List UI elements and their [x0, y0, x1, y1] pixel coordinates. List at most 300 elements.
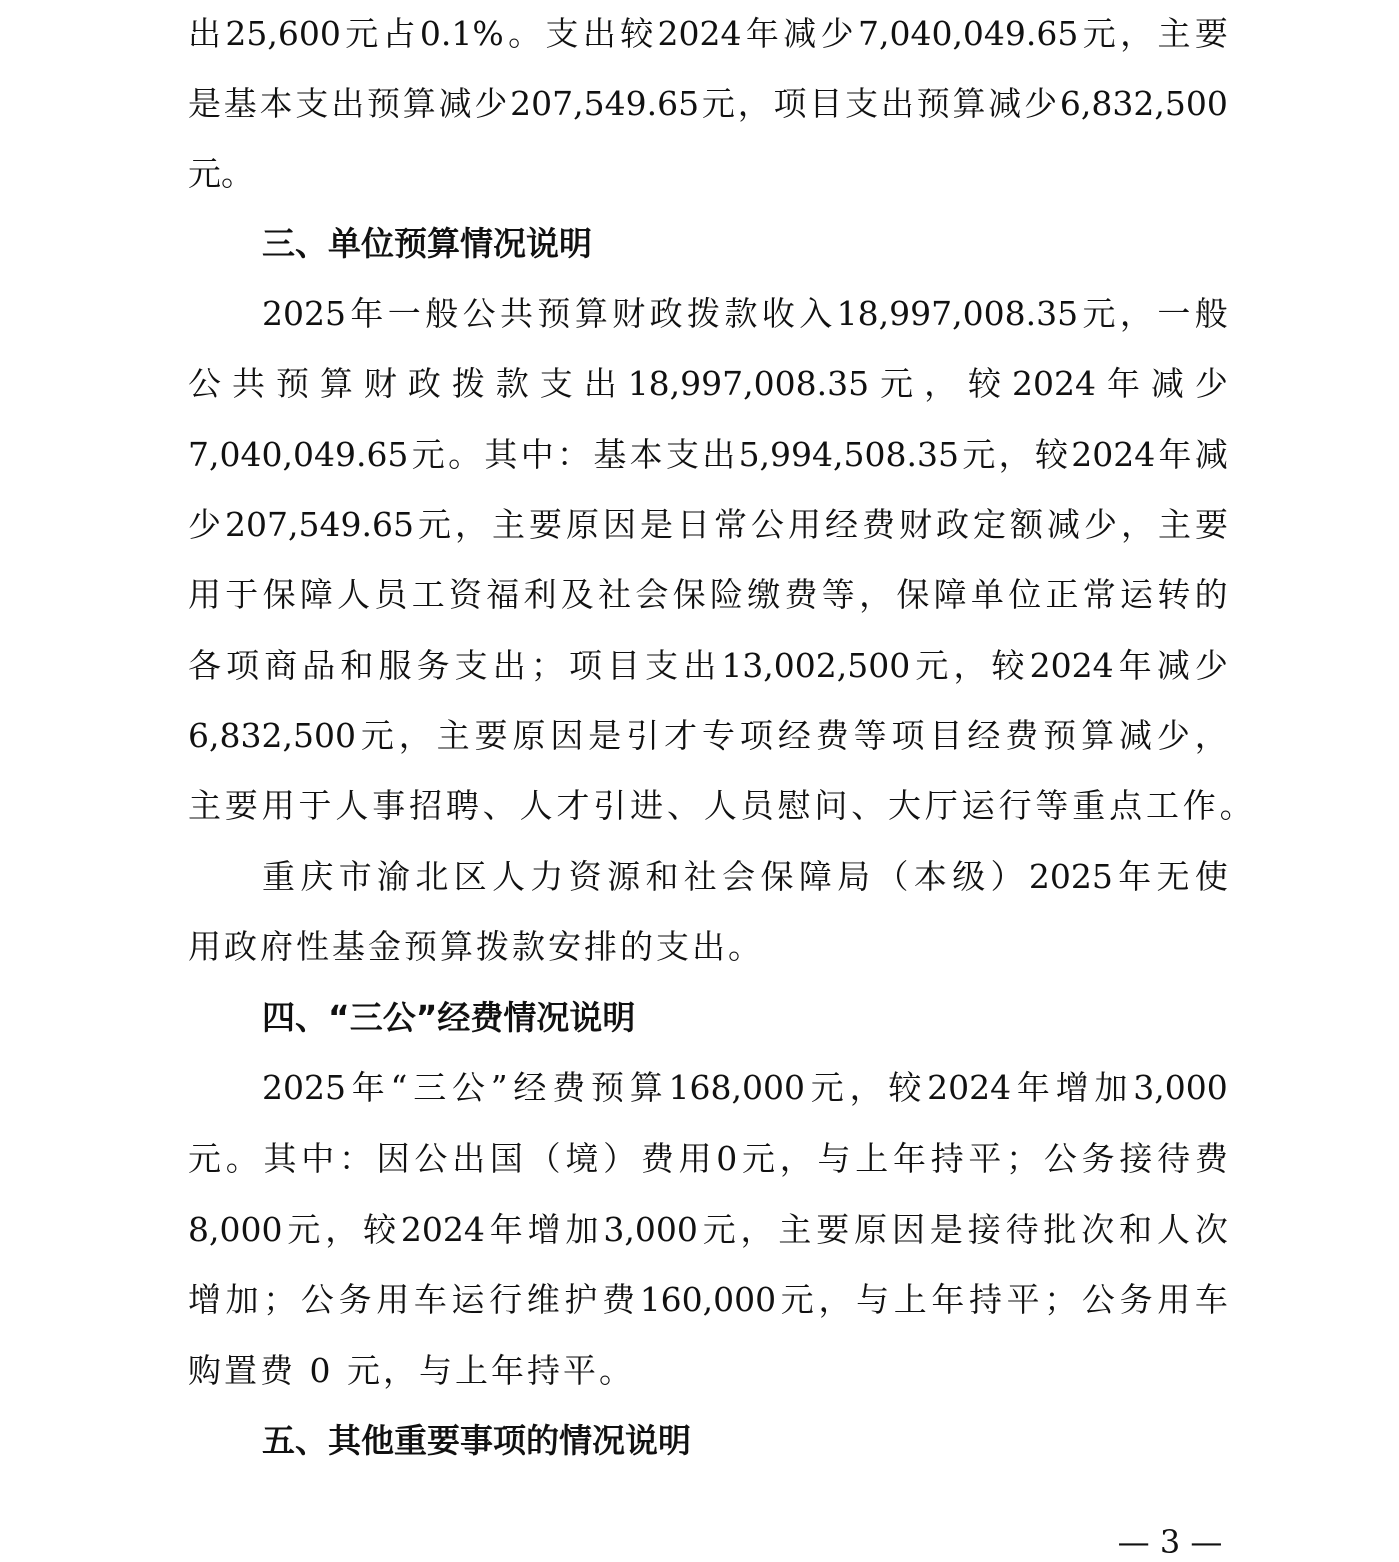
- text-token: 、: [851, 786, 885, 825]
- text-token: 保: [760, 857, 794, 896]
- text-token: 务: [338, 1280, 372, 1319]
- text-token: 公: [750, 505, 784, 544]
- text-token: 是: [588, 716, 622, 755]
- text-token: 福: [486, 575, 520, 614]
- text-token: 务: [416, 646, 450, 685]
- paragraph-line: [188, 1343, 635, 1399]
- text-token: 少: [474, 84, 508, 123]
- section-heading: [262, 216, 592, 272]
- text-token: 主: [491, 505, 525, 544]
- text-token: 障: [798, 857, 832, 896]
- text-token: ，: [325, 1210, 359, 1249]
- text-token: 年: [1118, 857, 1152, 896]
- text-token: 人: [337, 575, 371, 614]
- text-token: 少: [1024, 84, 1058, 123]
- text-token: 政: [407, 364, 441, 403]
- text-token: 年: [489, 1210, 523, 1249]
- text-token: 拨: [687, 294, 721, 333]
- text-token: 算: [574, 294, 608, 333]
- text-token: 是: [929, 1210, 963, 1249]
- text-token: 招: [409, 786, 443, 825]
- text-token: 力: [530, 857, 564, 896]
- text-token: 目: [607, 646, 641, 685]
- text-token: ，: [1119, 294, 1153, 333]
- text-token: 本: [629, 435, 663, 474]
- text-token: 保: [896, 575, 930, 614]
- text-token: 进: [630, 786, 664, 825]
- text-token: 待: [1005, 1210, 1039, 1249]
- text-token: 年: [351, 1068, 385, 1107]
- text-token: 三: [413, 1068, 447, 1107]
- text-token: 2024: [1071, 435, 1156, 474]
- text-token: 2024: [1012, 364, 1096, 403]
- text-token: ，: [454, 505, 488, 544]
- text-token: 少: [1194, 364, 1228, 403]
- text-token: 重: [1072, 786, 1106, 825]
- text-token: 拨: [451, 364, 485, 403]
- text-token: 年: [1118, 646, 1152, 685]
- text-token: 护: [564, 1280, 598, 1319]
- text-token: 中: [301, 1139, 335, 1178]
- text-token: 减: [438, 84, 472, 123]
- text-token: 款: [495, 364, 529, 403]
- text-token: 8,000: [188, 1210, 283, 1249]
- text-token: 元: [962, 435, 996, 474]
- text-token: 支: [545, 14, 579, 53]
- text-token: 财: [363, 364, 397, 403]
- text-token: 算: [402, 84, 436, 123]
- text-token: ）: [603, 1139, 637, 1178]
- text-token: 160,000: [639, 1280, 777, 1319]
- text-token: 用: [787, 505, 821, 544]
- text-token: 费: [1194, 1139, 1228, 1178]
- text-token: 要: [224, 786, 258, 825]
- text-token: ，: [924, 364, 958, 403]
- text-token: 2025: [262, 1068, 346, 1107]
- text-token: 因: [376, 1139, 410, 1178]
- text-token: 公: [188, 364, 221, 403]
- text-token: 较: [1034, 435, 1068, 474]
- text-token: 共: [231, 364, 265, 403]
- text-token: 政: [649, 294, 683, 333]
- text-token: 6,832,500: [188, 716, 356, 755]
- text-token: 单: [970, 575, 1004, 614]
- text-token: 13,002,500: [721, 646, 911, 685]
- text-token: 2025: [1028, 857, 1113, 896]
- text-token: 年: [1016, 1068, 1050, 1107]
- text-token: 较: [991, 646, 1025, 685]
- paragraph-line: [188, 778, 1253, 834]
- text-token: 使: [1194, 857, 1228, 896]
- text-token: 支: [645, 646, 679, 685]
- paragraph-line: [262, 849, 1228, 905]
- text-token: 费: [552, 1068, 586, 1107]
- text-token: 渝: [377, 857, 411, 896]
- text-token: 一: [1157, 294, 1191, 333]
- text-token: 公: [462, 294, 496, 333]
- text-token: 与: [856, 1280, 890, 1319]
- text-token: 2025: [262, 294, 346, 333]
- text-token: 算: [952, 84, 986, 123]
- text-token: 年: [892, 1139, 926, 1178]
- text-token: 持: [930, 1139, 964, 1178]
- text-token: 次: [1194, 1210, 1228, 1249]
- text-token: 引: [626, 716, 660, 755]
- text-token: 重: [262, 857, 295, 896]
- text-token: 险: [709, 575, 743, 614]
- text-token: 等: [1035, 786, 1069, 825]
- text-token: 出: [188, 14, 221, 53]
- paragraph-line: [188, 708, 1228, 764]
- text-token: ，: [779, 1139, 813, 1178]
- text-token: 问: [814, 786, 848, 825]
- text-token: 项: [568, 646, 602, 685]
- text-token: 人: [492, 857, 526, 896]
- text-token: 预: [537, 294, 571, 333]
- text-token: 费: [640, 1139, 674, 1178]
- text-token: 207,549.65: [510, 84, 700, 123]
- text-token: ”: [490, 1068, 508, 1107]
- text-token: 要: [1194, 14, 1228, 53]
- text-token: 元: [411, 435, 445, 474]
- text-token: 政: [935, 505, 969, 544]
- text-token: 费: [602, 1280, 636, 1319]
- text-token: 聘: [445, 786, 479, 825]
- paragraph-line: [188, 567, 1228, 623]
- text-token: 经: [967, 716, 1001, 755]
- text-token: 工: [1145, 786, 1179, 825]
- text-token: 预: [590, 1068, 624, 1107]
- text-token: 减: [1156, 646, 1190, 685]
- text-token: 项: [739, 716, 773, 755]
- text-token: 接: [1119, 1139, 1153, 1178]
- text-token: 年: [931, 1280, 965, 1319]
- text-token: 定: [972, 505, 1006, 544]
- text-token: 少: [1194, 646, 1228, 685]
- text-token: 少: [1083, 505, 1117, 544]
- text-token: 正: [1045, 575, 1079, 614]
- text-token: 专: [702, 716, 736, 755]
- text-token: 减: [1150, 364, 1184, 403]
- paragraph-text: 用政府性基金预算拨款安排的支出。: [188, 927, 764, 966]
- text-token: 元: [360, 716, 394, 755]
- text-token: 次: [1081, 1210, 1115, 1249]
- paragraph-text: 元。: [188, 154, 254, 193]
- text-token: 作: [1182, 786, 1216, 825]
- text-token: 各: [188, 646, 221, 685]
- text-token: 及: [560, 575, 594, 614]
- text-token: 增: [188, 1280, 221, 1319]
- text-token: 支: [539, 364, 573, 403]
- text-token: 元: [188, 1139, 221, 1178]
- text-token: 社: [683, 857, 717, 896]
- text-token: 算: [319, 364, 353, 403]
- text-token: 运: [451, 1280, 485, 1319]
- text-token: ，: [1120, 14, 1154, 53]
- text-token: 接: [967, 1210, 1001, 1249]
- text-token: 费: [1005, 716, 1039, 755]
- text-token: 引: [593, 786, 627, 825]
- page-number: — 3 —: [1117, 1523, 1223, 1561]
- text-token: 因: [602, 505, 636, 544]
- text-token: 务: [1119, 1280, 1153, 1319]
- text-token: 品: [302, 646, 336, 685]
- text-token: 车: [413, 1280, 447, 1319]
- text-token: ，: [1120, 505, 1154, 544]
- text-token: 于: [225, 575, 259, 614]
- text-token: 公: [1043, 1139, 1077, 1178]
- text-token: 维: [526, 1280, 560, 1319]
- text-token: ，: [818, 1280, 852, 1319]
- text-token: 境: [565, 1139, 599, 1178]
- text-token: 用: [678, 1139, 712, 1178]
- text-token: 批: [1043, 1210, 1077, 1249]
- text-token: 和: [1119, 1210, 1153, 1249]
- text-token: 常: [1082, 575, 1116, 614]
- text-token: 出: [583, 364, 617, 403]
- text-token: 元: [1082, 294, 1116, 333]
- text-token: 因: [891, 1210, 925, 1249]
- text-token: 日: [676, 505, 710, 544]
- text-token: ）: [990, 857, 1024, 896]
- text-token: 庆: [300, 857, 334, 896]
- text-token: 经: [513, 1068, 547, 1107]
- text-token: 事: [372, 786, 406, 825]
- text-token: 才: [556, 786, 590, 825]
- text-token: 年: [745, 14, 779, 53]
- text-token: 商: [264, 646, 298, 685]
- heading-text: 三、单位预算情况说明: [262, 224, 592, 263]
- text-token: 人: [1157, 1210, 1190, 1249]
- text-token: 主: [188, 786, 221, 825]
- text-token: 2024: [1029, 646, 1114, 685]
- text-token: “: [390, 1068, 408, 1107]
- text-token: 转: [1157, 575, 1191, 614]
- text-token: 共: [500, 294, 534, 333]
- text-token: 。: [225, 1139, 259, 1178]
- text-token: 5,994,508.35: [738, 435, 959, 474]
- text-token: 保: [672, 575, 706, 614]
- text-token: 公: [414, 1139, 448, 1178]
- text-token: 加: [1094, 1068, 1128, 1107]
- paragraph-line: [188, 6, 1228, 62]
- text-token: 元: [287, 1210, 321, 1249]
- text-token: 出: [331, 84, 365, 123]
- text-token: （: [527, 1139, 561, 1178]
- text-token: 年: [350, 294, 384, 333]
- text-token: 市: [338, 857, 372, 896]
- paragraph-line: [188, 638, 1228, 694]
- text-token: 较: [363, 1210, 397, 1249]
- text-token: 减: [1194, 435, 1228, 474]
- text-token: 公: [451, 1068, 485, 1107]
- text-token: 3,000: [603, 1210, 698, 1249]
- text-token: 主: [778, 1210, 812, 1249]
- text-token: 目: [809, 84, 843, 123]
- text-token: 点: [1109, 786, 1143, 825]
- text-token: 员: [374, 575, 408, 614]
- text-token: 般: [425, 294, 459, 333]
- text-token: ，: [737, 84, 771, 123]
- text-token: 保: [262, 575, 296, 614]
- text-token: 才: [664, 716, 698, 755]
- text-token: 要: [816, 1210, 850, 1249]
- text-token: 算: [629, 1068, 663, 1107]
- text-token: ，: [740, 1210, 774, 1249]
- text-token: 利: [523, 575, 557, 614]
- text-token: 等: [821, 575, 855, 614]
- text-token: 上: [893, 1280, 927, 1319]
- text-token: ，: [953, 646, 987, 685]
- text-token: 增: [527, 1210, 561, 1249]
- text-token: 要: [528, 505, 562, 544]
- paragraph-line: [262, 1060, 1228, 1116]
- text-token: 支: [845, 84, 879, 123]
- text-token: 支: [665, 435, 699, 474]
- text-token: 出: [582, 14, 616, 53]
- text-token: 持: [969, 1280, 1002, 1319]
- text-token: 障: [299, 575, 333, 614]
- text-token: 等: [853, 716, 887, 755]
- text-token: 2024: [400, 1210, 485, 1249]
- text-token: 服: [378, 646, 412, 685]
- text-token: 人: [703, 786, 737, 825]
- text-token: 较: [888, 1068, 922, 1107]
- text-token: 用: [1157, 1280, 1191, 1319]
- text-token: ；: [530, 646, 564, 685]
- text-token: 项: [891, 716, 925, 755]
- text-token: 级: [952, 857, 986, 896]
- text-token: 平: [968, 1139, 1002, 1178]
- text-token: ，: [398, 716, 432, 755]
- text-token: 支: [295, 84, 329, 123]
- text-token: 上: [855, 1139, 889, 1178]
- text-token: 项: [773, 84, 807, 123]
- text-token: 入: [799, 294, 833, 333]
- text-token: 公: [1081, 1280, 1115, 1319]
- text-token: 待: [1157, 1139, 1191, 1178]
- text-token: 常: [713, 505, 747, 544]
- text-token: 预: [366, 84, 400, 123]
- text-token: 经: [777, 716, 811, 755]
- text-token: 元: [880, 364, 914, 403]
- text-token: 缴: [747, 575, 781, 614]
- text-token: 障: [933, 575, 967, 614]
- text-token: 项: [226, 646, 260, 685]
- text-token: 减: [1118, 716, 1152, 755]
- text-token: 较: [968, 364, 1002, 403]
- text-token: 厅: [924, 786, 958, 825]
- text-token: 出: [702, 435, 736, 474]
- text-token: 6,832,500: [1059, 84, 1228, 123]
- text-token: 本: [259, 84, 293, 123]
- text-token: 7,040,049.65: [857, 14, 1079, 53]
- text-token: 加: [565, 1210, 599, 1249]
- text-token: 与: [817, 1139, 851, 1178]
- text-token: ，: [998, 435, 1032, 474]
- text-token: 元: [701, 84, 735, 123]
- text-token: 减: [783, 14, 817, 53]
- text-token: ，: [859, 575, 893, 614]
- text-token: ；: [1006, 1139, 1040, 1178]
- text-token: 原: [565, 505, 599, 544]
- text-token: 0: [716, 1139, 738, 1178]
- text-token: 运: [1120, 575, 1154, 614]
- text-token: 年: [1158, 435, 1192, 474]
- text-token: 于: [298, 786, 332, 825]
- text-token: 出: [492, 646, 526, 685]
- text-token: 会: [722, 857, 756, 896]
- text-token: 费: [861, 505, 895, 544]
- text-token: 元: [345, 14, 379, 53]
- text-token: 一: [387, 294, 421, 333]
- text-token: 25,600: [225, 14, 341, 53]
- text-token: 资: [448, 575, 482, 614]
- text-token: ：: [557, 435, 590, 474]
- paragraph-line: [188, 146, 254, 202]
- text-token: 基: [593, 435, 627, 474]
- text-token: 元: [915, 646, 949, 685]
- text-token: 元: [742, 1139, 776, 1178]
- text-token: 资: [568, 857, 602, 896]
- paragraph-line: [188, 497, 1228, 553]
- text-token: 少: [1156, 716, 1190, 755]
- text-token: 行: [489, 1280, 523, 1319]
- text-token: 元: [810, 1068, 844, 1107]
- text-token: 源: [607, 857, 641, 896]
- text-token: 员: [740, 786, 774, 825]
- text-token: 基: [223, 84, 257, 123]
- text-token: 车: [1194, 1280, 1228, 1319]
- text-token: 社: [598, 575, 632, 614]
- text-token: 。: [1219, 786, 1253, 825]
- text-token: 要: [474, 716, 508, 755]
- text-token: 是: [639, 505, 673, 544]
- text-token: 、: [666, 786, 700, 825]
- text-token: 位: [1008, 575, 1042, 614]
- text-token: 平: [1006, 1280, 1040, 1319]
- paragraph-text: 购置费 0 元，与上年持平。: [188, 1351, 635, 1390]
- text-token: 其: [484, 435, 518, 474]
- text-token: 主: [436, 716, 470, 755]
- text-token: 额: [1009, 505, 1043, 544]
- text-token: 少: [820, 14, 854, 53]
- heading-text: 四、“三公”经费情况说明: [262, 998, 636, 1037]
- text-token: 的: [1194, 575, 1228, 614]
- paragraph-line: [262, 286, 1228, 342]
- text-token: 。: [508, 14, 542, 53]
- text-token: 168,000: [668, 1068, 806, 1107]
- paragraph-line: [188, 1131, 1228, 1187]
- text-token: 款: [724, 294, 758, 333]
- heading-text: 五、其他重要事项的情况说明: [262, 1421, 691, 1460]
- text-token: 较: [620, 14, 654, 53]
- text-token: 出: [683, 646, 717, 685]
- text-token: 预: [275, 364, 309, 403]
- paragraph-line: [188, 427, 1228, 483]
- paragraph-line: [188, 76, 1228, 132]
- text-token: 预: [916, 84, 950, 123]
- text-token: 7,040,049.65: [188, 435, 409, 474]
- text-token: 原: [512, 716, 546, 755]
- text-token: 18,997,008.35: [836, 294, 1079, 333]
- text-token: 无: [1156, 857, 1190, 896]
- text-token: 人: [335, 786, 369, 825]
- text-token: 算: [1081, 716, 1115, 755]
- text-token: 、: [482, 786, 516, 825]
- text-token: 大: [888, 786, 922, 825]
- text-token: 要: [1194, 505, 1228, 544]
